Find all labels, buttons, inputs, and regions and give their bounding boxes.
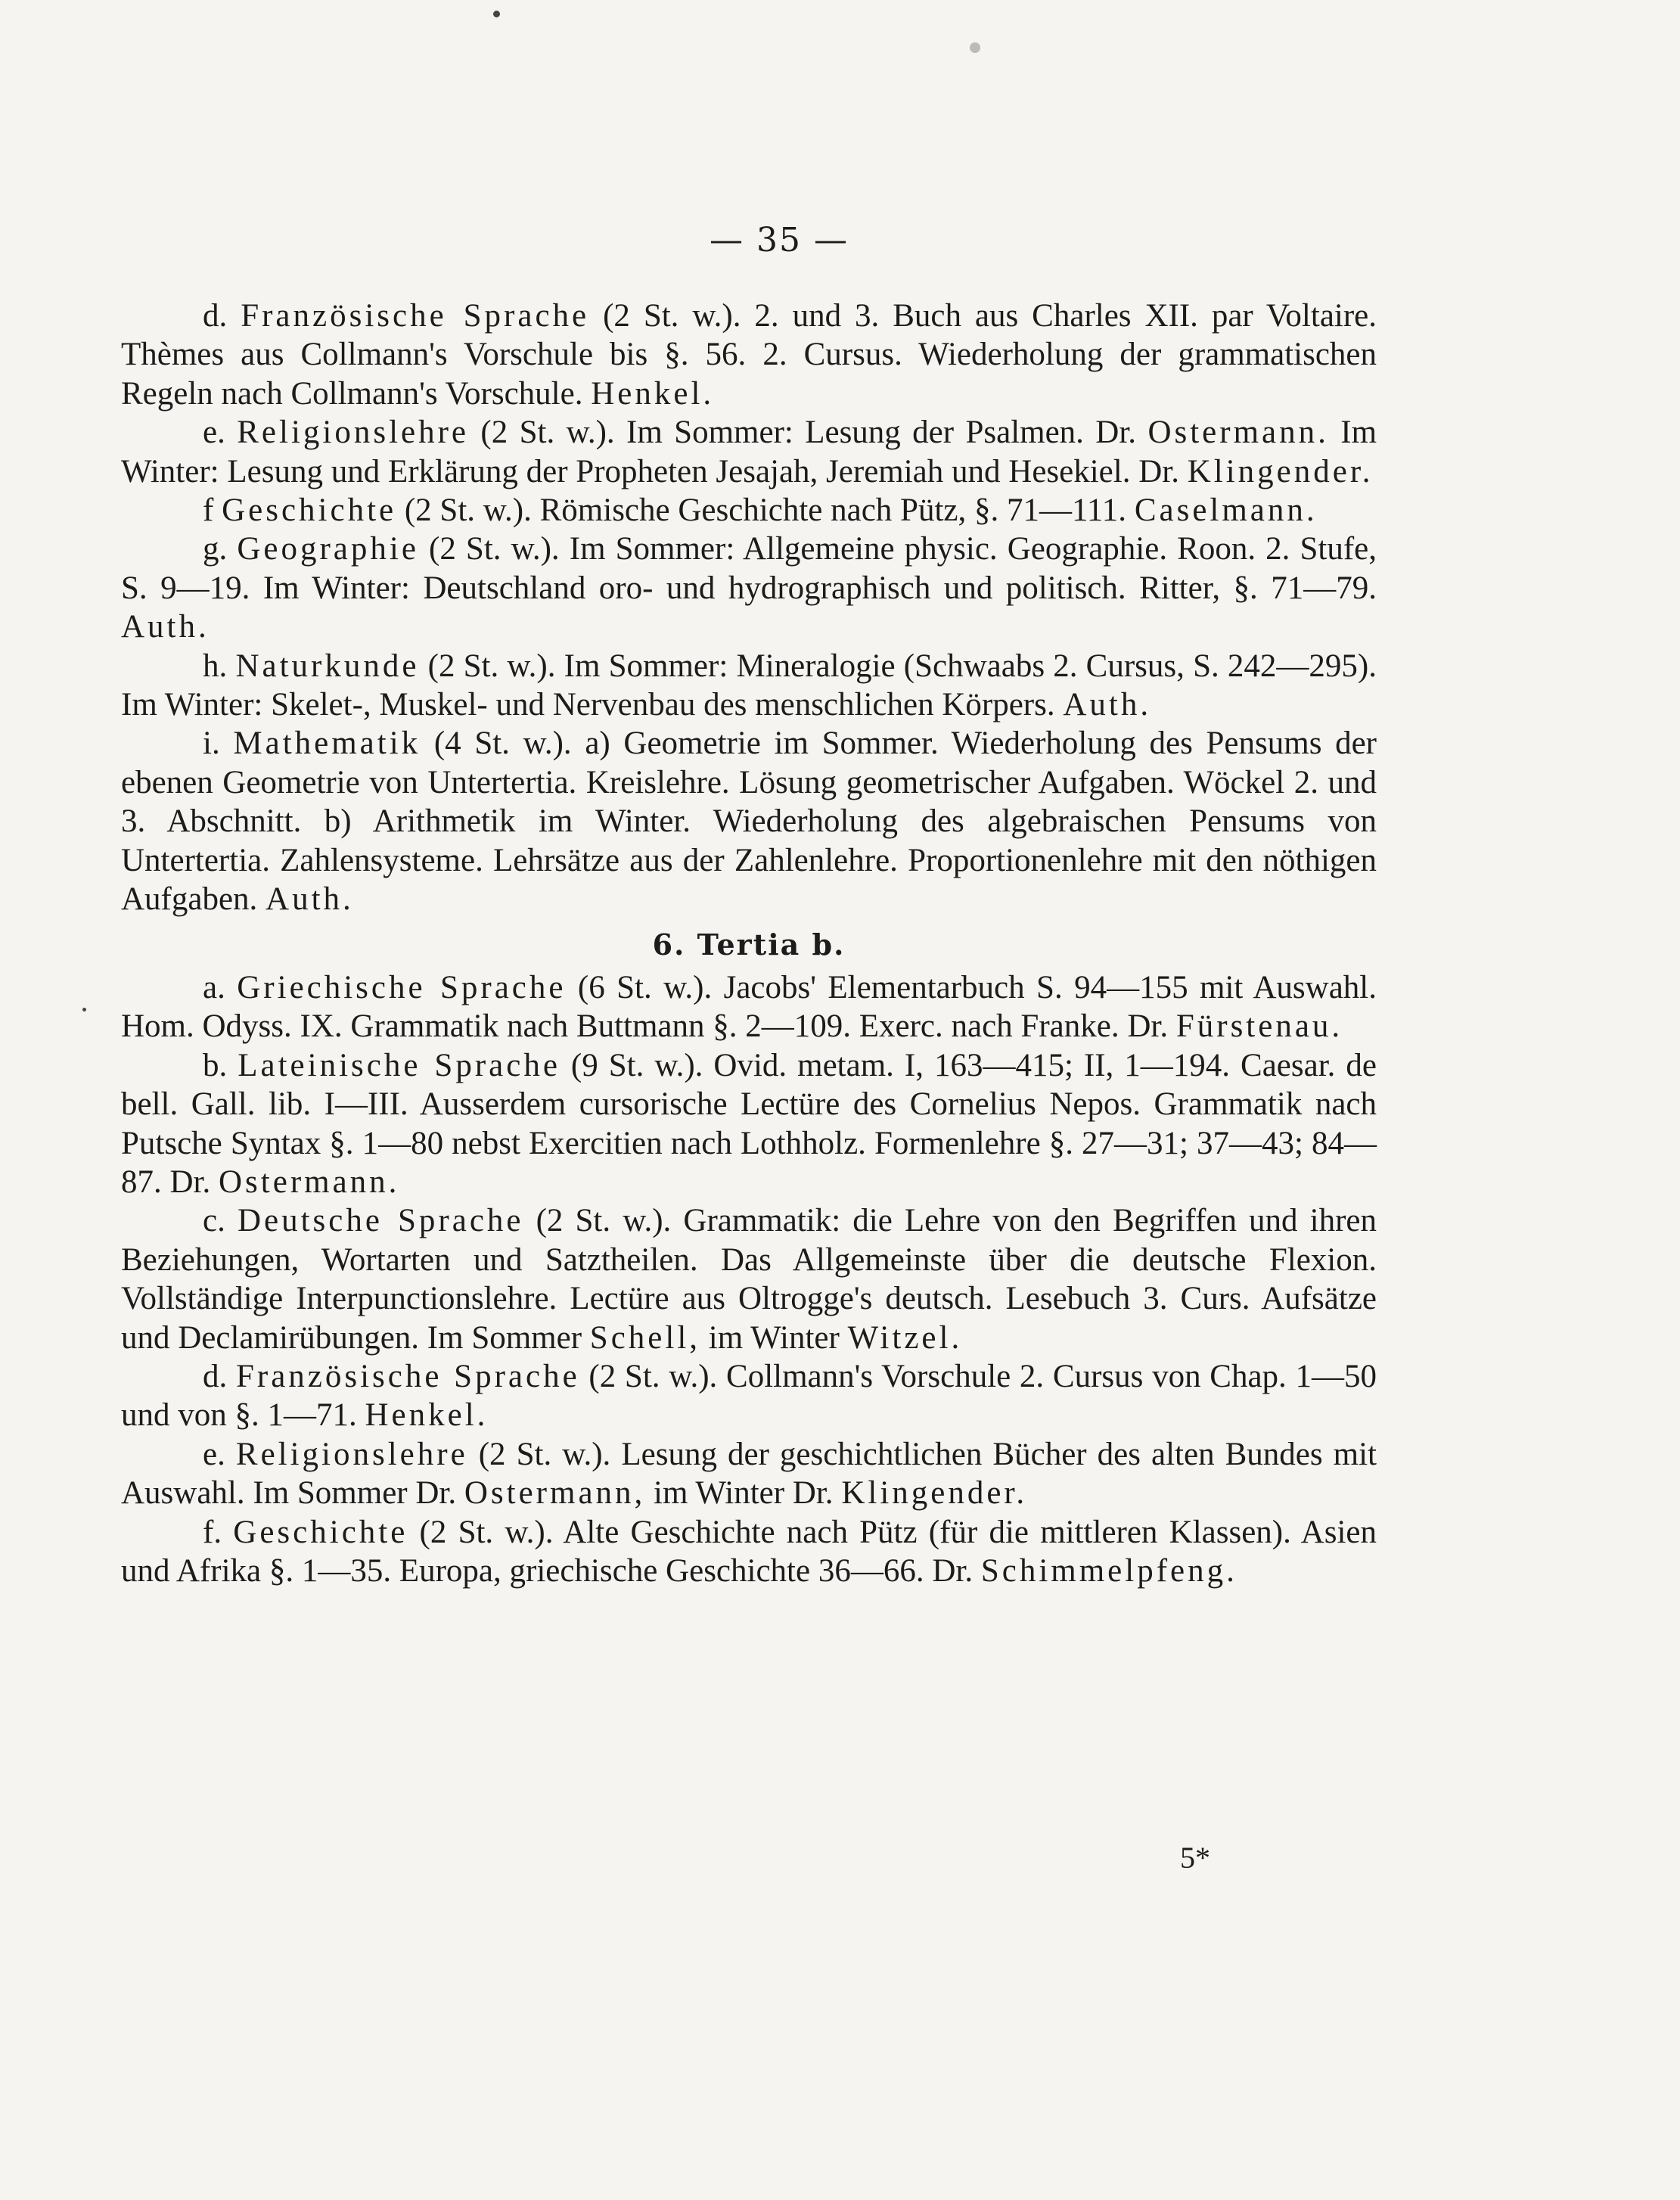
teacher-name: Auth. bbox=[1063, 687, 1152, 723]
paragraph-deutsch-2 bbox=[121, 1201, 1377, 1357]
item-label: e. bbox=[203, 1436, 225, 1472]
subject-heading: Religionslehre bbox=[237, 415, 470, 451]
ink-speck bbox=[82, 1008, 86, 1011]
item-label: i. bbox=[203, 726, 220, 762]
paragraph-geschichte-1 bbox=[121, 491, 1377, 530]
paragraph-mathematik-1 bbox=[121, 724, 1377, 918]
paragraph-text: (2 St. w.). Lesung der geschichtlichen Bücher des alten Bundes mit Auswahl. Im Sommer Dr. bbox=[121, 1436, 1377, 1512]
page-number: — 35 — bbox=[710, 221, 849, 259]
paragraph-text: (2 St. w.). Im Sommer: Lesung der Psalmen. Dr. bbox=[469, 415, 1137, 451]
item-label: d. bbox=[203, 298, 228, 334]
teacher-name: Schimmelpfeng. bbox=[980, 1553, 1237, 1589]
subject-heading: Geschichte bbox=[233, 1514, 408, 1550]
item-label: f. bbox=[203, 1514, 222, 1550]
paragraph-text: (6 St. w.). Jacobs' Elementarbuch S. 94—155 mit Auswahl. Hom. Odyss. IX. Grammatik nach Buttmann §. 2—109. Exerc. nach Franke. Dr. bbox=[121, 969, 1377, 1045]
teacher-name: Fürstenau. bbox=[1175, 1008, 1343, 1045]
subject-heading: Geschichte bbox=[222, 493, 397, 529]
teacher-name: Ostermann. bbox=[1147, 415, 1329, 451]
item-label: e. bbox=[203, 415, 225, 451]
subject-heading: Deutsche Sprache bbox=[237, 1203, 524, 1239]
subject-heading: Naturkunde bbox=[235, 648, 420, 684]
paragraph-text: (2 St. w.). Collmann's Vorschule 2. Cursus von Chap. 1—50 und von §. 1—71. bbox=[121, 1358, 1377, 1434]
subject-heading: Französische Sprache bbox=[235, 1358, 580, 1394]
paragraph-religion-1 bbox=[121, 413, 1377, 491]
paragraph-franzoesisch-1 bbox=[121, 297, 1377, 413]
paragraph-naturkunde-1 bbox=[121, 647, 1377, 725]
body-text bbox=[121, 297, 1377, 1590]
paragraph-religion-2 bbox=[121, 1435, 1377, 1513]
paragraph-griechisch-2 bbox=[121, 968, 1377, 1046]
paragraph-geographie-1 bbox=[121, 530, 1377, 646]
teacher-name: Schell, bbox=[589, 1319, 701, 1356]
teacher-name: Henkel. bbox=[365, 1397, 489, 1434]
ink-speck bbox=[493, 11, 500, 17]
teacher-name: Henkel. bbox=[591, 375, 715, 412]
subject-heading: Mathematik bbox=[233, 726, 421, 762]
paragraph-text: (2 St. w.). 2. und 3. Buch aus Charles XII. par Voltaire. Thèmes aus Collmann's Vorschule bis §. 56. 2. Cursus. Wiederholung der grammatischen Regeln nach Collmann's Vorschule. bbox=[121, 298, 1377, 412]
teacher-name: Witzel. bbox=[847, 1319, 963, 1356]
paragraph-text: (2 St. w.). Römische Geschichte nach Pütz, §. 71—111. bbox=[396, 493, 1127, 529]
subject-heading: Lateinische Sprache bbox=[238, 1047, 561, 1083]
teacher-name: Ostermann. bbox=[219, 1164, 400, 1200]
subject-heading: Geographie bbox=[237, 531, 419, 567]
ink-speck bbox=[970, 42, 980, 53]
teacher-name: Klingender. bbox=[841, 1475, 1028, 1512]
teacher-name: Caselmann. bbox=[1134, 493, 1318, 529]
item-label: d. bbox=[203, 1358, 228, 1394]
paragraph-text: (2 St. w.). Alte Geschichte nach Pütz (für die mittleren Klassen). Asien und Afrika §. 1—35. Europa, griechische Geschichte 36—66. Dr. bbox=[121, 1514, 1377, 1589]
paragraph-text: (2 St. w.). Im Sommer: Mineralogie (Schwaabs 2. Cursus, S. 242—295). Im Winter: Skelet-, Muskel- und Nervenbau des menschlichen Körpers. bbox=[121, 648, 1377, 723]
item-label: a. bbox=[203, 969, 225, 1005]
signature-mark: 5* bbox=[1180, 1841, 1210, 1875]
teacher-name: Ostermann, bbox=[464, 1475, 646, 1512]
paragraph-text: (9 St. w.). Ovid. metam. I, 163—415; II, 1—194. Caesar. de bell. Gall. lib. I—III. Ausserdem cursorische Lectüre des Cornelius Nepos. Grammatik nach Putsche Syntax §. 1—80 nebst Exercitien nach Lothholz. Formenlehre §. 27—31; 37—43; 84—87. Dr. bbox=[121, 1047, 1377, 1200]
item-label: b. bbox=[203, 1047, 228, 1083]
section-heading: 6. Tertia b. bbox=[652, 927, 846, 962]
paragraph-text: (2 St. w.). Grammatik: die Lehre von den Begriffen und ihren Beziehungen, Wortarten und Satztheilen. Das Allgemeinste über die deutsche Flexion. Vollständige Interpunctionslehre. Lectüre aus Oltrogge's deutsch. Lesebuch 3. Curs. Aufsätze und Declamirübungen. Im Sommer bbox=[121, 1203, 1377, 1356]
teacher-name: Auth. bbox=[266, 881, 354, 918]
subject-heading: Griechische Sprache bbox=[237, 969, 567, 1005]
item-label: f bbox=[203, 493, 214, 529]
teacher-name: Auth. bbox=[121, 609, 210, 645]
paragraph-text: (2 St. w.). Im Sommer: Allgemeine physic. Geographie. Roon. 2. Stufe, S. 9—19. Im Winter: Deutschland oro- und hydrographisch und politisch. Ritter, §. 71—79. bbox=[121, 531, 1377, 606]
paragraph-text: (4 St. w.). a) Geometrie im Sommer. Wiederholung des Pensums der ebenen Geometrie von Untertertia. Kreislehre. Lösung geometrischer Aufgaben. Wöckel 2. und 3. Abschnitt. b) Arithmetik im Winter. Wiederholung des algebraischen Pensums von Untertertia. Zahlensysteme. Lehrsätze aus der Zahlenlehre. Proportionenlehre mit den nöthigen Aufgaben. bbox=[121, 726, 1377, 918]
subject-heading: Religionslehre bbox=[235, 1436, 468, 1472]
item-label: c. bbox=[203, 1203, 225, 1239]
paragraph-text: im Winter Dr. bbox=[645, 1475, 834, 1512]
paragraph-franzoesisch-2 bbox=[121, 1357, 1377, 1435]
paragraph-text: Im Winter: Lesung und Erklärung der Propheten Jesajah, Jeremiah und Hesekiel. Dr. bbox=[121, 415, 1377, 489]
item-label: g. bbox=[203, 531, 228, 567]
paragraph-geschichte-2 bbox=[121, 1513, 1377, 1591]
subject-heading: Französische Sprache bbox=[241, 298, 590, 334]
teacher-name: Klingender. bbox=[1187, 453, 1374, 489]
item-label: h. bbox=[203, 648, 228, 684]
paragraph-text: im Winter bbox=[700, 1319, 840, 1356]
paragraph-lateinisch-2 bbox=[121, 1046, 1377, 1202]
